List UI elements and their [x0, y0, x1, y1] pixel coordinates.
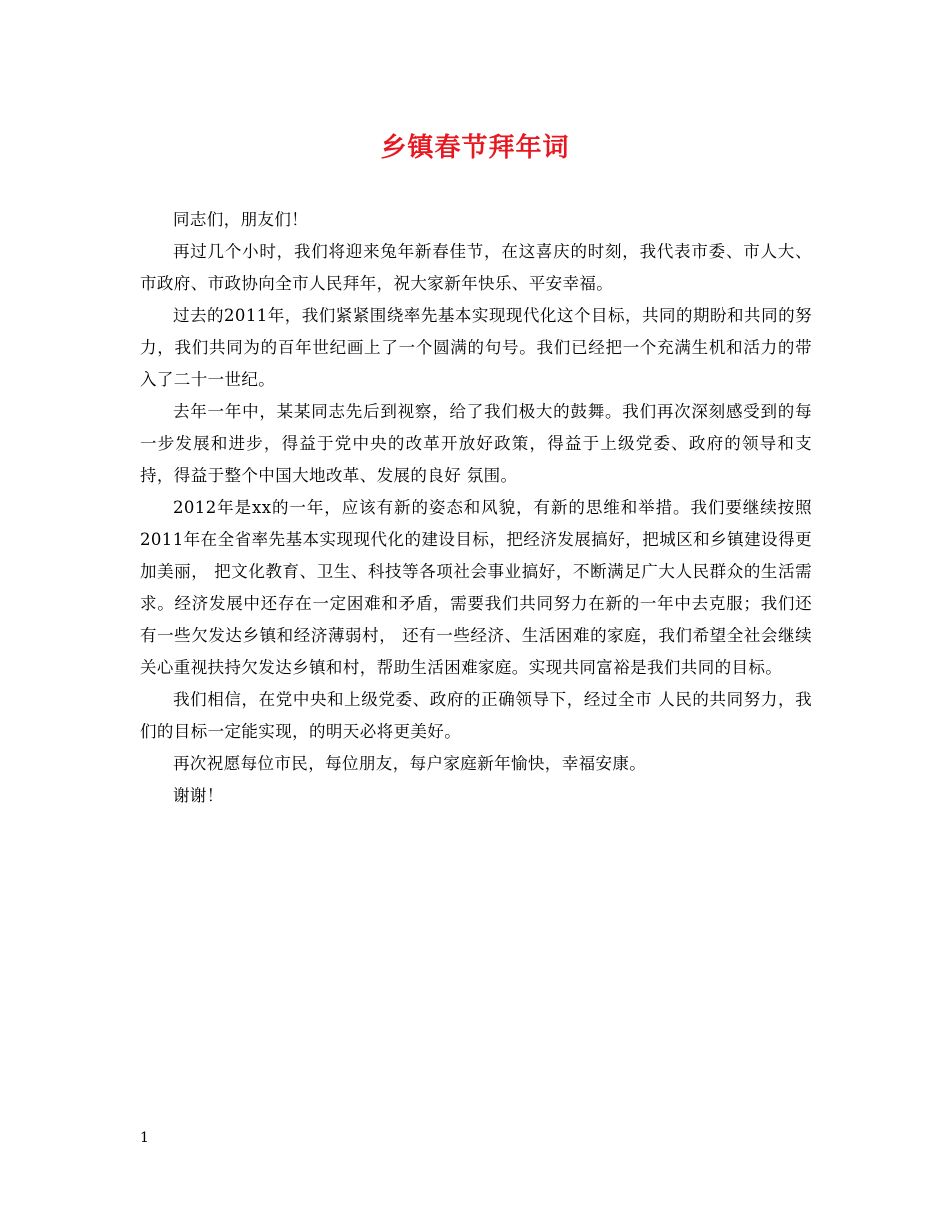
- document-title: 乡镇春节拜年词: [380, 133, 570, 163]
- body-paragraph-5: 我们相信，在党中央和上级党委、政府的正确领导下，经过全市 人民的共同努力，我们的目标一定能实现，的明天必将更美好。: [140, 690, 812, 741]
- body-paragraph-4: 2012年是xx的一年，应该有新的姿态和风貌，有新的思维和举措。我们要继续按照2011年在全省率先基本实现现代化的建设目标，把经济发展搞好，把城区和乡镇建设得更加美丽， 把文化教育、卫生、科技等各项社会事业搞好，不断满足广大人民群众的生活需求。经济发展中还存在一定困难和矛盾，需要我们共同努力在新的一年中去克服；我们还有一些欠发达乡镇和经济薄弱村， 还有一些经济、生活困难的家庭，我们希望全社会继续关心重视扶持欠发达乡镇和村，帮助生活困难家庭。实现共同富裕是我们共同的目标。: [140, 498, 812, 677]
- body-paragraph-1: 再过几个小时，我们将迎来兔年新春佳节，在这喜庆的时刻，我代表市委、市人大、市政府、市政协向全市人民拜年，祝大家新年快乐、平安幸福。: [140, 242, 812, 293]
- closing-paragraph: 谢谢！: [173, 786, 224, 805]
- body-paragraph-3: 去年一年中，某某同志先后到视察，给了我们极大的鼓舞。我们再次深刻感受到的每一步发展和进步，得益于党中央的改革开放好政策，得益于上级党委、政府的领导和支持，得益于整个中国大地改革、发展的良好 氛围。: [140, 402, 812, 485]
- wishes-paragraph: 再次祝愿每位市民，每位朋友，每户家庭新年愉快，幸福安康。: [173, 754, 647, 773]
- body-paragraph-2: 过去的2011年，我们紧紧围绕率先基本实现现代化这个目标，共同的期盼和共同的努力，我们共同为的百年世纪画上了一个圆满的句号。我们已经把一个充满生机和活力的带入了二十一世纪。: [140, 306, 812, 389]
- greeting-paragraph: 同志们，朋友们！: [173, 210, 309, 229]
- page-number: 1: [140, 1130, 149, 1146]
- document-body: [140, 204, 812, 812]
